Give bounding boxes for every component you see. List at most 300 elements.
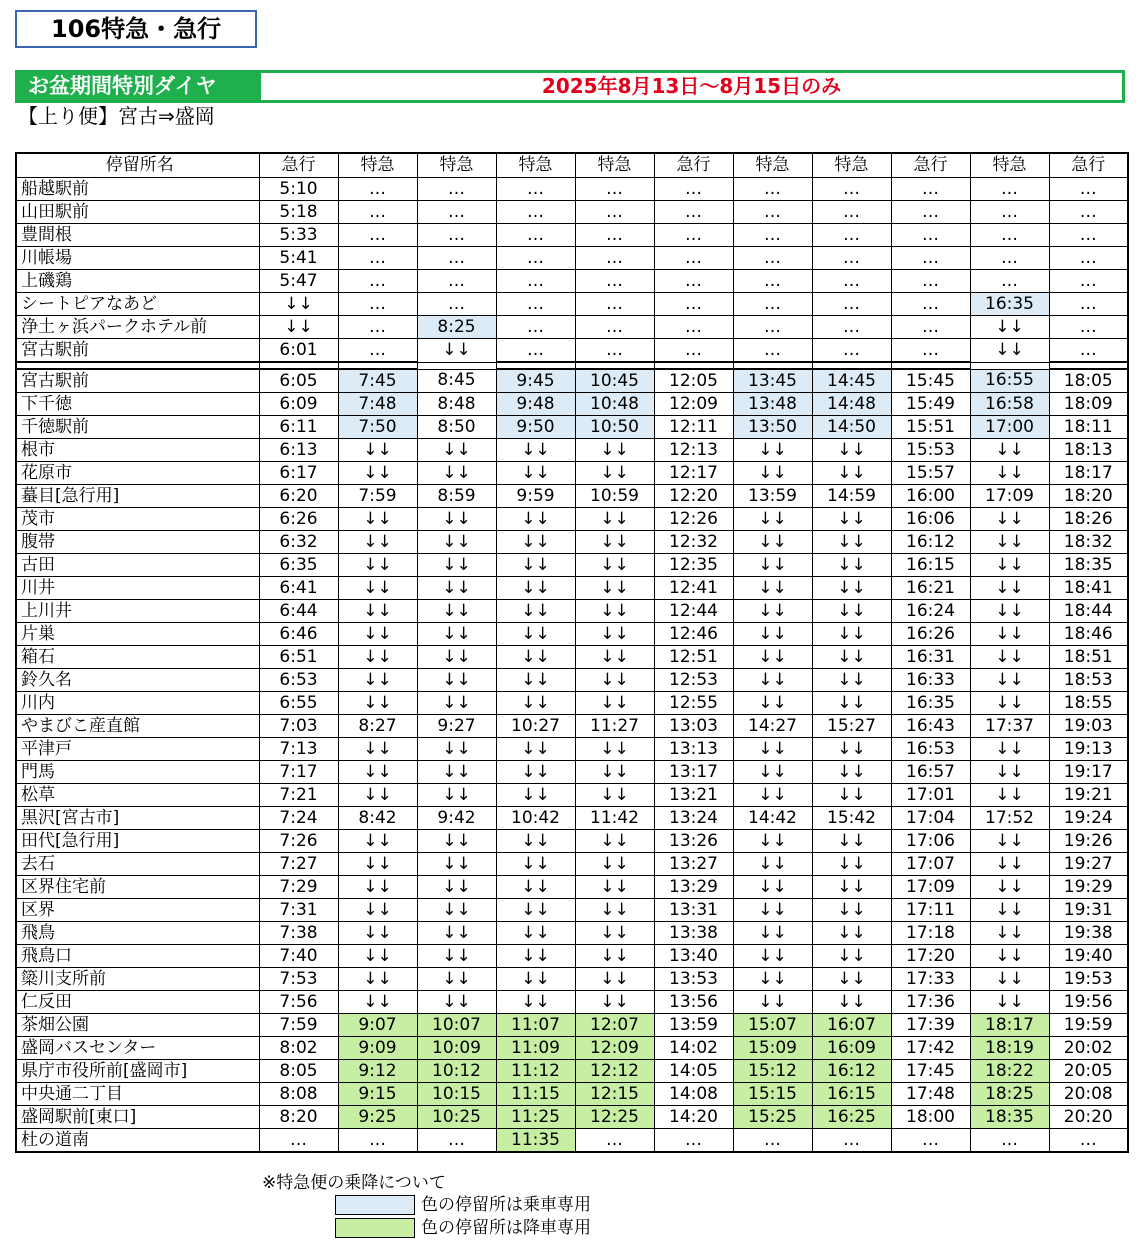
timetable (15, 152, 1129, 1153)
time-cell: 11:42 (575, 807, 654, 830)
time-cell: ↓↓ (417, 899, 496, 922)
stop-name: 盛岡バスセンター (16, 1037, 259, 1060)
time-cell: 16:26 (891, 623, 970, 646)
time-cell: ↓↓ (812, 784, 891, 807)
time-cell: 11:35 (496, 1129, 575, 1153)
time-cell: … (575, 270, 654, 293)
table-row (16, 899, 1128, 922)
time-cell: ↓↓ (812, 646, 891, 669)
time-cell: … (891, 224, 970, 247)
time-cell: ↓↓ (496, 577, 575, 600)
time-cell: 16:35 (891, 692, 970, 715)
time-cell: ↓↓ (733, 439, 812, 462)
time-cell: ↓↓ (575, 439, 654, 462)
time-cell: 17:07 (891, 853, 970, 876)
table-row (16, 1014, 1128, 1037)
time-cell: ↓↓ (417, 876, 496, 899)
time-cell: 12:11 (654, 416, 733, 439)
time-cell: 11:12 (496, 1060, 575, 1083)
time-cell: 12:53 (654, 669, 733, 692)
time-cell: … (1049, 339, 1128, 363)
stop-name: 飛鳥 (16, 922, 259, 945)
time-cell: 17:06 (891, 830, 970, 853)
time-cell: 10:12 (417, 1060, 496, 1083)
time-cell: ↓↓ (338, 692, 417, 715)
time-cell: … (970, 270, 1049, 293)
time-cell: 9:09 (338, 1037, 417, 1060)
time-cell: ↓↓ (575, 968, 654, 991)
table-row (16, 485, 1128, 508)
divider-cell (338, 362, 417, 369)
direction-label: 【上り便】宮古⇒盛岡 (18, 104, 215, 128)
time-cell: 13:21 (654, 784, 733, 807)
time-cell: 15:25 (733, 1106, 812, 1129)
table-row (16, 554, 1128, 577)
time-cell: ↓↓ (496, 508, 575, 531)
time-cell: 8:48 (417, 393, 496, 416)
time-cell: 13:48 (733, 393, 812, 416)
time-cell: 8:20 (259, 1106, 338, 1129)
time-cell: … (733, 270, 812, 293)
stop-name: 山田駅前 (16, 201, 259, 224)
time-cell: ↓↓ (812, 761, 891, 784)
time-cell: … (417, 270, 496, 293)
time-cell: … (417, 178, 496, 201)
time-cell: … (891, 247, 970, 270)
time-cell: 13:26 (654, 830, 733, 853)
time-cell: 16:06 (891, 508, 970, 531)
time-cell: ↓↓ (338, 600, 417, 623)
time-cell: … (496, 178, 575, 201)
stop-name: シートピアなあど (16, 293, 259, 316)
header-service-type: 急行 (259, 153, 338, 178)
time-cell: 6:53 (259, 669, 338, 692)
time-cell: ↓↓ (970, 761, 1049, 784)
stop-name: 腹帯 (16, 531, 259, 554)
header-service-type: 特急 (417, 153, 496, 178)
time-cell: ↓↓ (970, 784, 1049, 807)
time-cell: 16:35 (970, 293, 1049, 316)
time-cell: 15:53 (891, 439, 970, 462)
time-cell: ↓↓ (812, 853, 891, 876)
time-cell: … (338, 270, 417, 293)
time-cell: 12:07 (575, 1014, 654, 1037)
time-cell: 6:44 (259, 600, 338, 623)
time-cell: … (733, 201, 812, 224)
time-cell: … (338, 339, 417, 363)
time-cell: 7:59 (338, 485, 417, 508)
time-cell: ↓↓ (733, 853, 812, 876)
time-cell: ↓↓ (338, 623, 417, 646)
time-cell: ↓↓ (812, 554, 891, 577)
stop-name: 飛鳥口 (16, 945, 259, 968)
time-cell: 18:25 (970, 1083, 1049, 1106)
time-cell: 8:27 (338, 715, 417, 738)
time-cell: … (891, 201, 970, 224)
time-cell: … (733, 316, 812, 339)
time-cell: ↓↓ (812, 991, 891, 1014)
time-cell: 11:09 (496, 1037, 575, 1060)
time-cell: 14:08 (654, 1083, 733, 1106)
time-cell: … (575, 316, 654, 339)
time-cell: 17:36 (891, 991, 970, 1014)
table-row (16, 531, 1128, 554)
time-cell: … (812, 178, 891, 201)
time-cell: … (654, 247, 733, 270)
time-cell: … (1049, 1129, 1128, 1153)
time-cell: 9:27 (417, 715, 496, 738)
time-cell: ↓↓ (496, 646, 575, 669)
time-cell: ↓↓ (575, 761, 654, 784)
time-cell: ↓↓ (733, 738, 812, 761)
time-cell: … (1049, 270, 1128, 293)
time-cell: 13:24 (654, 807, 733, 830)
time-cell: … (733, 224, 812, 247)
table-row (16, 692, 1128, 715)
time-cell: 7:29 (259, 876, 338, 899)
table-row (16, 1060, 1128, 1083)
stop-name: 平津戸 (16, 738, 259, 761)
time-cell: ↓↓ (417, 853, 496, 876)
time-cell: 18:46 (1049, 623, 1128, 646)
time-cell: 9:48 (496, 393, 575, 416)
time-cell: 13:45 (733, 369, 812, 393)
time-cell: 16:00 (891, 485, 970, 508)
time-cell: 7:40 (259, 945, 338, 968)
time-cell: ↓↓ (338, 669, 417, 692)
time-cell: 12:51 (654, 646, 733, 669)
time-cell: 6:09 (259, 393, 338, 416)
stop-name: 蟇目[急行用] (16, 485, 259, 508)
time-cell: … (654, 293, 733, 316)
header-service-type: 急行 (654, 153, 733, 178)
time-cell: 16:09 (812, 1037, 891, 1060)
time-cell: 17:37 (970, 715, 1049, 738)
time-cell: … (1049, 247, 1128, 270)
time-cell: ↓↓ (338, 968, 417, 991)
stop-name: 千徳駅前 (16, 416, 259, 439)
time-cell: ↓↓ (733, 623, 812, 646)
time-cell: ↓↓ (733, 991, 812, 1014)
time-cell: ↓↓ (733, 531, 812, 554)
time-cell: 13:03 (654, 715, 733, 738)
table-row (16, 784, 1128, 807)
time-cell: … (496, 293, 575, 316)
time-cell: ↓↓ (417, 646, 496, 669)
stop-name: 茶畑公園 (16, 1014, 259, 1037)
divider-cell (417, 362, 496, 369)
time-cell: 12:09 (654, 393, 733, 416)
time-cell: … (970, 201, 1049, 224)
time-cell: … (338, 201, 417, 224)
divider-cell (1049, 362, 1128, 369)
time-cell: 15:12 (733, 1060, 812, 1083)
time-cell: ↓↓ (259, 293, 338, 316)
time-cell: 19:03 (1049, 715, 1128, 738)
time-cell: ↓↓ (496, 462, 575, 485)
time-cell: 14:48 (812, 393, 891, 416)
header-service-type: 特急 (812, 153, 891, 178)
stop-name: 上磯鶏 (16, 270, 259, 293)
time-cell: 6:01 (259, 339, 338, 363)
table-row (16, 201, 1128, 224)
time-cell: 17:00 (970, 416, 1049, 439)
time-cell: 15:45 (891, 369, 970, 393)
time-cell: … (1049, 201, 1128, 224)
time-cell: 6:20 (259, 485, 338, 508)
table-row (16, 508, 1128, 531)
time-cell: 13:59 (733, 485, 812, 508)
table-row (16, 623, 1128, 646)
time-cell: ↓↓ (417, 922, 496, 945)
header-service-type: 急行 (1049, 153, 1128, 178)
table-row (16, 853, 1128, 876)
time-cell: ↓↓ (575, 830, 654, 853)
time-cell: 7:21 (259, 784, 338, 807)
time-cell: 18:35 (1049, 554, 1128, 577)
stop-name: 川内 (16, 692, 259, 715)
time-cell: 15:57 (891, 462, 970, 485)
divider-cell (575, 362, 654, 369)
stop-name: 松草 (16, 784, 259, 807)
time-cell: 13:53 (654, 968, 733, 991)
time-cell: 9:07 (338, 1014, 417, 1037)
time-cell: 7:50 (338, 416, 417, 439)
time-cell: 18:55 (1049, 692, 1128, 715)
time-cell: 15:09 (733, 1037, 812, 1060)
time-cell: 18:00 (891, 1106, 970, 1129)
time-cell: … (417, 224, 496, 247)
divider-cell (16, 362, 259, 369)
legend-note: ※特急便の乗降について (262, 1173, 446, 1193)
stop-name: 中央通二丁目 (16, 1083, 259, 1106)
time-cell: … (575, 293, 654, 316)
time-cell: ↓↓ (733, 692, 812, 715)
time-cell: 13:29 (654, 876, 733, 899)
alight-swatch (335, 1218, 415, 1238)
time-cell: … (338, 316, 417, 339)
time-cell: ↓↓ (496, 531, 575, 554)
table-row (16, 369, 1128, 393)
time-cell: 16:55 (970, 369, 1049, 393)
time-cell: 7:17 (259, 761, 338, 784)
time-cell: 20:20 (1049, 1106, 1128, 1129)
time-cell: 10:07 (417, 1014, 496, 1037)
time-cell: ↓↓ (733, 462, 812, 485)
time-cell: 13:27 (654, 853, 733, 876)
table-row (16, 316, 1128, 339)
time-cell: 10:27 (496, 715, 575, 738)
time-cell: 12:25 (575, 1106, 654, 1129)
stop-name: 箱石 (16, 646, 259, 669)
time-cell: ↓↓ (496, 830, 575, 853)
time-cell: 12:41 (654, 577, 733, 600)
time-cell: ↓↓ (496, 692, 575, 715)
table-row (16, 968, 1128, 991)
time-cell: ↓↓ (970, 600, 1049, 623)
time-cell: ↓↓ (496, 439, 575, 462)
time-cell: 15:27 (812, 715, 891, 738)
time-cell: 18:05 (1049, 369, 1128, 393)
time-cell: ↓↓ (338, 577, 417, 600)
time-cell: ↓↓ (338, 876, 417, 899)
time-cell: 14:02 (654, 1037, 733, 1060)
time-cell: ↓↓ (970, 853, 1049, 876)
time-cell: 15:42 (812, 807, 891, 830)
time-cell: … (575, 339, 654, 363)
time-cell: … (575, 247, 654, 270)
time-cell: … (654, 201, 733, 224)
time-cell: 13:59 (654, 1014, 733, 1037)
time-cell: 18:17 (970, 1014, 1049, 1037)
time-cell: ↓↓ (496, 623, 575, 646)
time-cell: 19:38 (1049, 922, 1128, 945)
table-row (16, 1106, 1128, 1129)
time-cell: ↓↓ (338, 531, 417, 554)
table-row (16, 600, 1128, 623)
time-cell: … (970, 224, 1049, 247)
time-cell: ↓↓ (733, 784, 812, 807)
time-cell: 12:26 (654, 508, 733, 531)
time-cell: 18:41 (1049, 577, 1128, 600)
time-cell: 19:31 (1049, 899, 1128, 922)
time-cell: 18:22 (970, 1060, 1049, 1083)
time-cell: 10:45 (575, 369, 654, 393)
table-row (16, 178, 1128, 201)
time-cell: … (812, 316, 891, 339)
time-cell: 13:38 (654, 922, 733, 945)
time-cell: 7:31 (259, 899, 338, 922)
header-service-type: 特急 (496, 153, 575, 178)
time-cell: 9:42 (417, 807, 496, 830)
time-cell: 6:41 (259, 577, 338, 600)
time-cell: 18:32 (1049, 531, 1128, 554)
time-cell: … (654, 316, 733, 339)
time-cell: ↓↓ (496, 968, 575, 991)
time-cell: … (654, 178, 733, 201)
time-cell: 16:43 (891, 715, 970, 738)
time-cell: ↓↓ (812, 623, 891, 646)
table-row (16, 1129, 1128, 1153)
time-cell: 6:51 (259, 646, 338, 669)
time-cell: ↓↓ (417, 339, 496, 363)
time-cell: ↓↓ (812, 968, 891, 991)
time-cell: ↓↓ (812, 899, 891, 922)
time-cell: ↓↓ (733, 761, 812, 784)
header-service-type: 急行 (891, 153, 970, 178)
time-cell: 6:35 (259, 554, 338, 577)
time-cell: 6:05 (259, 369, 338, 393)
time-cell: 6:55 (259, 692, 338, 715)
time-cell: … (812, 224, 891, 247)
time-cell: ↓↓ (338, 945, 417, 968)
time-cell: ↓↓ (496, 876, 575, 899)
time-cell: 6:13 (259, 439, 338, 462)
time-cell: 7:38 (259, 922, 338, 945)
divider-cell (733, 362, 812, 369)
time-cell: ↓↓ (812, 577, 891, 600)
time-cell: 18:26 (1049, 508, 1128, 531)
time-cell: ↓↓ (733, 508, 812, 531)
time-cell: ↓↓ (417, 554, 496, 577)
time-cell: ↓↓ (417, 577, 496, 600)
time-cell: ↓↓ (338, 922, 417, 945)
time-cell: 8:59 (417, 485, 496, 508)
time-cell: … (733, 339, 812, 363)
time-cell: ↓↓ (338, 508, 417, 531)
divider-cell (970, 362, 1049, 369)
time-cell: … (417, 247, 496, 270)
time-cell: 19:27 (1049, 853, 1128, 876)
time-cell: 19:56 (1049, 991, 1128, 1014)
time-cell: … (970, 178, 1049, 201)
table-row (16, 293, 1128, 316)
time-cell: ↓↓ (970, 922, 1049, 945)
time-cell: 15:51 (891, 416, 970, 439)
time-cell: 17:45 (891, 1060, 970, 1083)
time-cell: ↓↓ (733, 876, 812, 899)
time-cell: 17:09 (970, 485, 1049, 508)
time-cell: 16:15 (812, 1083, 891, 1106)
time-cell: 13:56 (654, 991, 733, 1014)
time-cell: ↓↓ (733, 600, 812, 623)
time-cell: 19:21 (1049, 784, 1128, 807)
time-cell: ↓↓ (812, 508, 891, 531)
time-cell: … (496, 339, 575, 363)
time-cell: ↓↓ (417, 945, 496, 968)
time-cell: … (654, 1129, 733, 1153)
time-cell: 7:48 (338, 393, 417, 416)
time-cell: ↓↓ (733, 968, 812, 991)
stop-name: 川井 (16, 577, 259, 600)
time-cell: … (496, 247, 575, 270)
stop-name: 宮古駅前 (16, 369, 259, 393)
time-cell: ↓↓ (970, 339, 1049, 363)
time-cell: … (338, 178, 417, 201)
table-row (16, 1037, 1128, 1060)
divider-cell (496, 362, 575, 369)
time-cell: … (575, 178, 654, 201)
time-cell: 12:12 (575, 1060, 654, 1083)
time-cell: ↓↓ (970, 830, 1049, 853)
time-cell: 9:59 (496, 485, 575, 508)
table-row (16, 876, 1128, 899)
time-cell: 17:20 (891, 945, 970, 968)
time-cell: 16:12 (891, 531, 970, 554)
time-cell: 18:09 (1049, 393, 1128, 416)
time-cell: ↓↓ (812, 439, 891, 462)
stop-name: 川帳場 (16, 247, 259, 270)
time-cell: … (733, 293, 812, 316)
banner-date-range: 2025年8月13日～8月15日のみ (541, 74, 842, 98)
time-cell: ↓↓ (733, 554, 812, 577)
time-cell: 7:03 (259, 715, 338, 738)
time-cell: ↓↓ (496, 922, 575, 945)
time-cell: 6:26 (259, 508, 338, 531)
time-cell: 7:45 (338, 369, 417, 393)
time-cell: ↓↓ (338, 991, 417, 1014)
time-cell: 19:17 (1049, 761, 1128, 784)
time-cell: ↓↓ (338, 784, 417, 807)
time-cell: ↓↓ (970, 508, 1049, 531)
time-cell: 10:15 (417, 1083, 496, 1106)
table-row (16, 577, 1128, 600)
time-cell: ↓↓ (970, 531, 1049, 554)
time-cell: ↓↓ (970, 439, 1049, 462)
stop-name: 花原市 (16, 462, 259, 485)
time-cell: 17:42 (891, 1037, 970, 1060)
stop-name: 片巣 (16, 623, 259, 646)
